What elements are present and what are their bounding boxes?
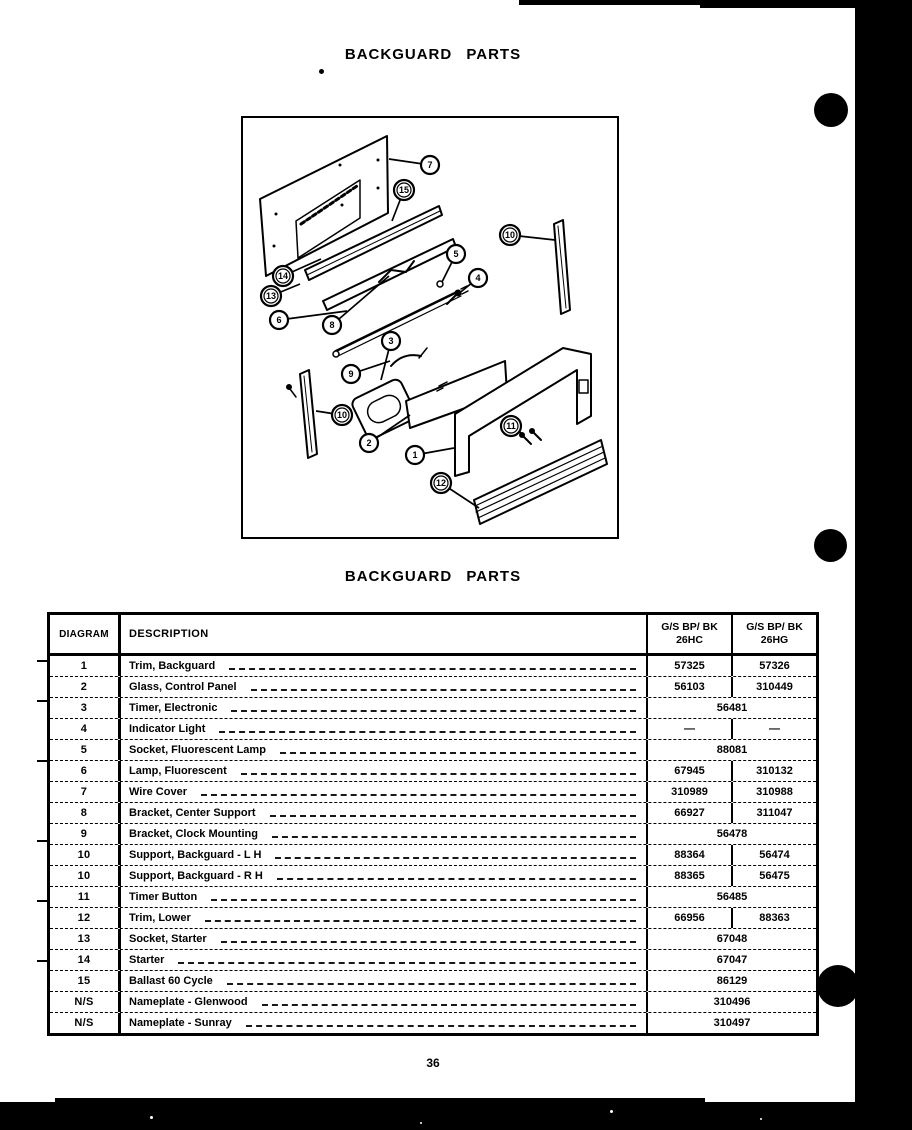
part-number-merged: 67048 [716, 933, 748, 945]
callout-8 [323, 316, 341, 334]
callout-10 [500, 225, 520, 245]
callout-1 [406, 446, 424, 464]
punch-hole-top [814, 93, 848, 127]
part-number-26hc: 66927 [648, 803, 733, 823]
dash-leader [246, 1025, 636, 1027]
diagram-number-cell: N/S [50, 992, 121, 1012]
table-row [50, 971, 816, 992]
table-row [50, 803, 816, 824]
callout-10 [332, 405, 352, 425]
table-row [50, 698, 816, 719]
part-number-merged: 86129 [716, 975, 748, 987]
description-cell: Trim, Backguard [121, 656, 648, 676]
callout-5 [447, 245, 465, 263]
part-number-26hg: 56475 [759, 870, 790, 882]
diagram-number-cell: 14 [50, 950, 121, 970]
page-number: 36 [426, 1056, 440, 1070]
table-row [50, 908, 816, 929]
dash-leader [251, 689, 636, 691]
diagram-number-cell: N/S [50, 1013, 121, 1033]
part-number-merged: 56478 [716, 828, 748, 840]
svg-text:12: 12 [435, 478, 447, 488]
table-row [50, 782, 816, 803]
table-row [50, 740, 816, 761]
scan-speckle [420, 1122, 422, 1124]
scan-tick [37, 960, 47, 962]
description-cell: Ballast 60 Cycle [121, 971, 648, 991]
punch-hole-middle [814, 529, 847, 562]
callout-13 [261, 286, 281, 306]
table-header [50, 615, 816, 656]
diagram-number-cell: 8 [50, 803, 121, 823]
scan-artifact-bottom-bar [0, 1102, 912, 1130]
table-row [50, 887, 816, 908]
callout-2 [360, 434, 378, 452]
col-header-description: DESCRIPTION [121, 615, 648, 653]
svg-text:10: 10 [336, 410, 348, 420]
svg-text:8: 8 [329, 320, 335, 330]
diagram-number-cell: 15 [50, 971, 121, 991]
part-number-merged: 88081 [716, 744, 748, 756]
callout-14 [273, 266, 293, 286]
table-row [50, 866, 816, 887]
table-title: BACKGUARD PARTS [344, 568, 522, 585]
table-row [50, 992, 816, 1013]
diagram-number-cell: 1 [50, 656, 121, 676]
svg-text:14: 14 [277, 271, 289, 281]
scan-speckle [610, 1110, 613, 1113]
svg-text:2: 2 [366, 438, 372, 448]
part-number-merged: 67047 [716, 954, 748, 966]
col-header-model-26hg: G/S BP/ BK 26HG [746, 621, 803, 646]
part-number-26hc: 56103 [648, 677, 733, 697]
part-number-26hg: 310132 [756, 765, 793, 777]
table-row [50, 719, 816, 740]
svg-text:15: 15 [398, 185, 410, 195]
description-cell: Support, Backguard - L H [121, 845, 648, 865]
description-cell: Nameplate - Glenwood [121, 992, 648, 1012]
dash-leader [229, 668, 636, 670]
part-number-merged: 310496 [713, 996, 751, 1008]
svg-text:5: 5 [453, 249, 459, 259]
dash-leader [221, 941, 636, 943]
description-cell: Timer, Electronic [121, 698, 648, 718]
part-number-26hg: 310449 [756, 681, 793, 693]
description-cell: Bracket, Clock Mounting [121, 824, 648, 844]
svg-text:13: 13 [265, 291, 277, 301]
dash-leader [241, 773, 636, 775]
exploded-diagram-frame [241, 116, 619, 539]
description-cell: Timer Button [121, 887, 648, 907]
description-cell: Support, Backguard - R H [121, 866, 648, 886]
diagram-number-cell: 2 [50, 677, 121, 697]
dash-leader [280, 752, 636, 754]
description-cell: Indicator Light [121, 719, 648, 739]
callout-7 [421, 156, 439, 174]
dash-leader [178, 962, 636, 964]
part-number-26hc: — [648, 719, 733, 739]
table-row [50, 824, 816, 845]
scan-artifact-top-strip2 [700, 5, 856, 8]
scan-tick [37, 660, 47, 662]
dash-leader [227, 983, 636, 985]
part-number-26hg: 57326 [759, 660, 790, 672]
scan-speckle [150, 1116, 153, 1119]
col-header-model-26hc: G/S BP/ BK 26HC [648, 615, 733, 653]
dash-leader [272, 836, 636, 838]
scan-dot-artifact [319, 69, 324, 74]
part-number-26hc: 57325 [648, 656, 733, 676]
diagram-number-cell: 10 [50, 866, 121, 886]
diagram-number-cell: 12 [50, 908, 121, 928]
callout-11 [501, 416, 521, 436]
table-row [50, 656, 816, 677]
dash-leader [277, 878, 636, 880]
exploded-diagram [243, 118, 617, 537]
dash-leader [270, 815, 636, 817]
callout-12 [431, 473, 451, 493]
scan-speckle [760, 1118, 762, 1120]
svg-text:11: 11 [506, 421, 516, 431]
svg-text:9: 9 [348, 369, 354, 379]
description-cell: Starter [121, 950, 648, 970]
part-number-merged: 56485 [716, 891, 748, 903]
description-cell: Socket, Starter [121, 929, 648, 949]
svg-text:7: 7 [427, 160, 433, 170]
callout-6 [270, 311, 288, 329]
dash-leader [201, 794, 636, 796]
diagram-number-cell: 3 [50, 698, 121, 718]
part-number-26hc: 310989 [648, 782, 733, 802]
part-number-26hc: 66956 [648, 908, 733, 928]
description-cell: Glass, Control Panel [121, 677, 648, 697]
part-number-merged: 310497 [713, 1017, 751, 1029]
part-number-26hc: 88365 [648, 866, 733, 886]
parts-table [47, 612, 819, 1036]
part-number-26hg: 88363 [759, 912, 790, 924]
diagram-number-cell: 9 [50, 824, 121, 844]
dash-leader [262, 1004, 636, 1006]
svg-text:4: 4 [475, 273, 481, 283]
callout-15 [394, 180, 414, 200]
dash-leader [219, 731, 636, 733]
diagram-number-cell: 5 [50, 740, 121, 760]
part-number-26hg: 56474 [759, 849, 790, 861]
dash-leader [211, 899, 636, 901]
description-cell: Wire Cover [121, 782, 648, 802]
callout-3 [382, 332, 400, 350]
scan-tick [37, 700, 47, 702]
svg-text:6: 6 [276, 315, 282, 325]
scan-tick [37, 900, 47, 902]
dash-leader [205, 920, 636, 922]
table-body [50, 656, 816, 1033]
scan-artifact-right-bar [855, 0, 912, 1130]
description-cell: Nameplate - Sunray [121, 1013, 648, 1033]
part-lamp-socket [333, 351, 339, 357]
diagram-number-cell: 11 [50, 887, 121, 907]
part-clock-mounting-bracket [391, 355, 421, 366]
col-header-diagram: DIAGRAM [50, 615, 121, 653]
scan-tick [37, 840, 47, 842]
part-number-26hg: — [769, 723, 780, 735]
part-wire-cover [323, 239, 459, 310]
diagram-number-cell: 4 [50, 719, 121, 739]
table-row [50, 1013, 816, 1033]
diagram-number-cell: 6 [50, 761, 121, 781]
table-row [50, 929, 816, 950]
dash-leader [231, 710, 636, 712]
part-number-merged: 56481 [716, 702, 748, 714]
callout-9 [342, 365, 360, 383]
dash-leader [275, 857, 636, 859]
table-row [50, 761, 816, 782]
diagram-number-cell: 13 [50, 929, 121, 949]
part-number-26hc: 88364 [648, 845, 733, 865]
punch-hole-bottom [817, 965, 859, 1007]
page-title: BACKGUARD PARTS [344, 46, 522, 63]
description-cell: Bracket, Center Support [121, 803, 648, 823]
diagram-number-cell: 10 [50, 845, 121, 865]
description-cell: Lamp, Fluorescent [121, 761, 648, 781]
diagram-number-cell: 7 [50, 782, 121, 802]
table-row [50, 950, 816, 971]
svg-text:1: 1 [412, 450, 418, 460]
scan-tick [37, 760, 47, 762]
callout-4 [469, 269, 487, 287]
svg-text:10: 10 [504, 230, 516, 240]
part-number-26hg: 310988 [756, 786, 793, 798]
description-cell: Socket, Fluorescent Lamp [121, 740, 648, 760]
table-row [50, 845, 816, 866]
part-number-26hc: 67945 [648, 761, 733, 781]
description-cell: Trim, Lower [121, 908, 648, 928]
part-number-26hg: 311047 [756, 807, 793, 819]
table-row [50, 677, 816, 698]
svg-text:3: 3 [388, 336, 394, 346]
